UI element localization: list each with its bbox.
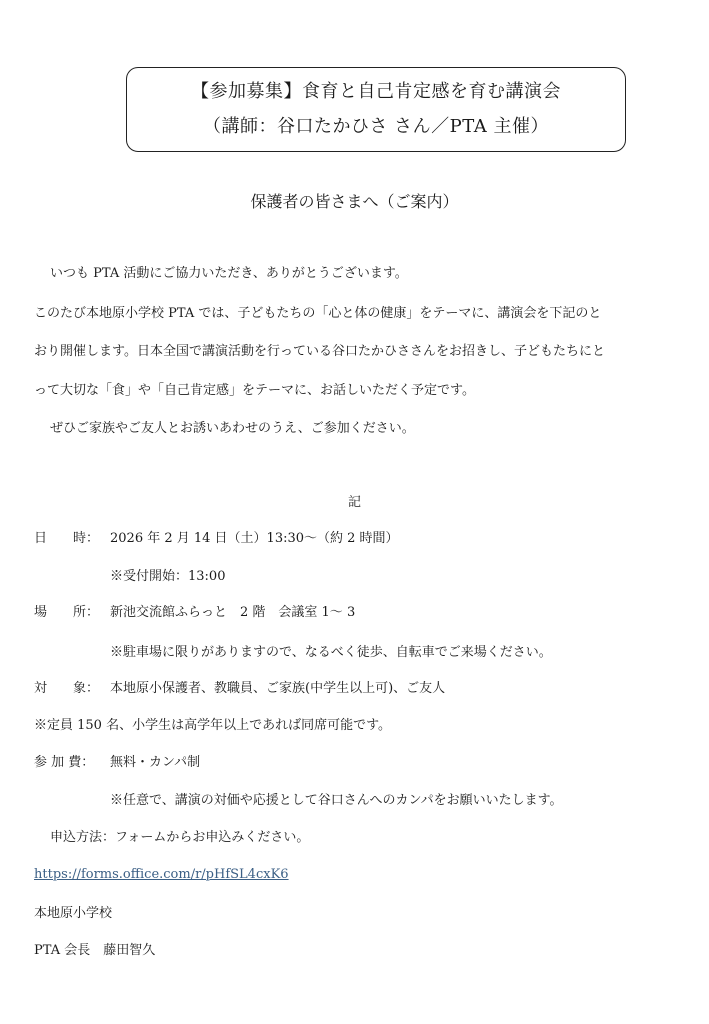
fee-value: 無料・カンパ制 xyxy=(110,755,201,770)
fee-label: 参 加 費： xyxy=(34,755,95,770)
place-label: 場 所： xyxy=(34,605,100,620)
title-box xyxy=(126,67,626,152)
intro-line-2: おり開催します。日本全国で講演活動を行っている谷口たかひささんをお招きし、子どもたちにと xyxy=(34,344,605,359)
apply-instructions: 申込方法：フォームからお申込みください。 xyxy=(50,830,310,845)
reception-note: ※受付開始：13:00 xyxy=(110,569,226,584)
date-value: 2026 年 2 月 14 日（土）13:30～（約 2 時間） xyxy=(110,531,399,546)
ki-heading: 記 xyxy=(347,495,361,510)
signature-school: 本地原小学校 xyxy=(34,906,113,921)
capacity-note: ※定員 150 名、小学生は高学年以上であれば同席可能です。 xyxy=(34,718,392,733)
place-value: 新池交流館ふらっと 2 階 会議室 1～ 3 xyxy=(110,605,356,620)
fee-note: ※任意で、講演の対価や応援として谷口さんへのカンパをお願いいたします。 xyxy=(110,793,563,808)
apply-url-row xyxy=(34,866,289,884)
target-row xyxy=(34,680,445,698)
fee-row xyxy=(34,754,200,772)
invitation-line: ぜひご家族やご友人とお誘いあわせのうえ、ご参加ください。 xyxy=(50,421,415,436)
intro-line-1: このたび本地原小学校 PTA では、子どもたちの「心と体の健康」をテーマに、講演会を下記のと xyxy=(34,306,602,321)
apply-form-link[interactable]: https://forms.office.com/r/pHfSL4cxK6 xyxy=(34,867,289,882)
intro-line-3: って大切な「食」や「自己肯定感」をテーマに、お話しいただく予定です。 xyxy=(34,383,475,398)
date-label: 日 時： xyxy=(34,531,100,546)
title-main: 【参加募集】食育と自己肯定感を育む講演会 xyxy=(191,81,561,102)
place-row xyxy=(34,604,355,622)
title-sub: （講師：谷口たかひさ さん／PTA 主催） xyxy=(202,116,550,137)
greeting-paragraph: いつも PTA 活動にご協力いただき、ありがとうございます。 xyxy=(50,266,408,281)
target-value: 本地原小保護者、教職員、ご家族(中学生以上可)、ご友人 xyxy=(110,681,446,696)
signature-president: PTA 会長 藤田智久 xyxy=(34,943,156,958)
date-row xyxy=(34,530,399,548)
target-label: 対 象： xyxy=(34,681,100,696)
salutation: 保護者の皆さまへ（ご案内） xyxy=(250,192,459,211)
parking-note: ※駐車場に限りがありますので、なるべく徒歩、自転車でご来場ください。 xyxy=(110,645,552,660)
